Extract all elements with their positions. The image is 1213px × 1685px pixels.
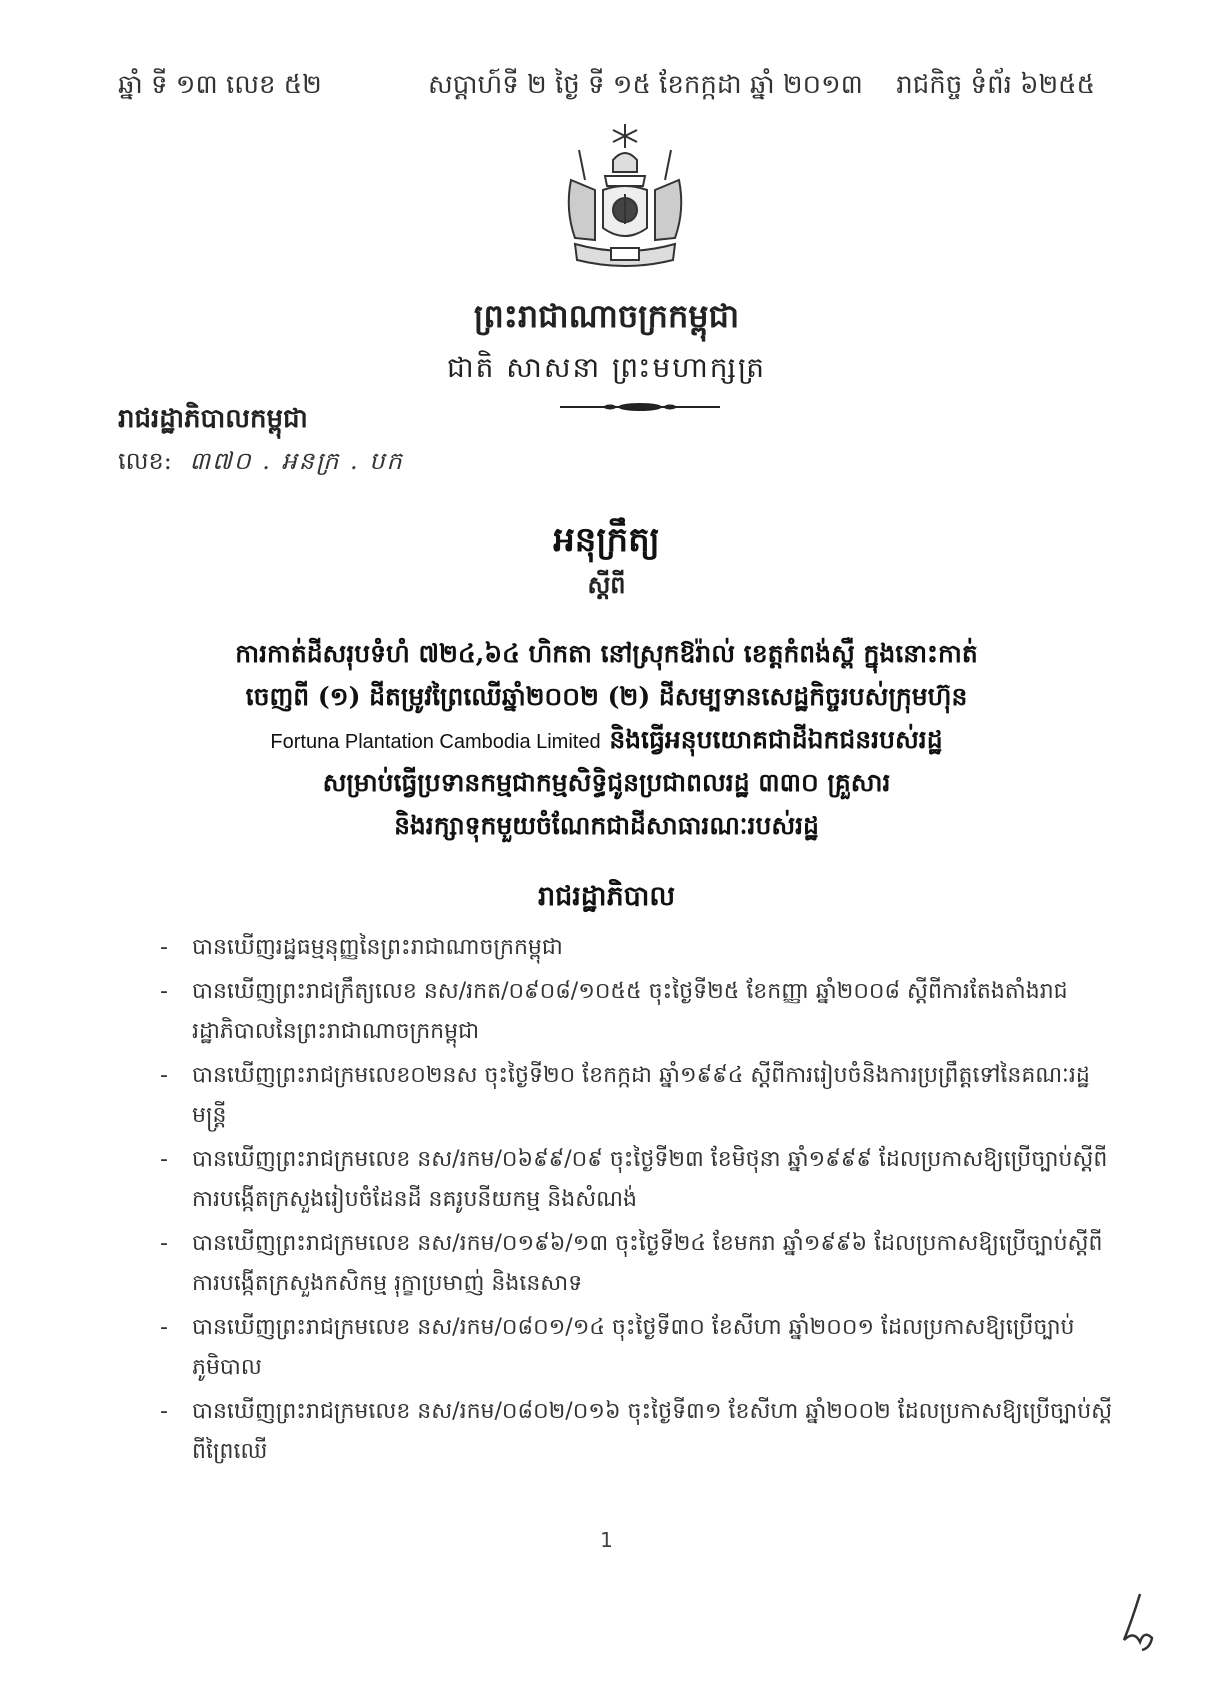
gazette-header [118,68,1095,108]
list-bullet: - [160,1399,168,1424]
list-item [160,1224,1120,1304]
list-item [160,1308,1120,1388]
list-item [160,972,1120,1052]
recital-text: បានឃើញរដ្ឋធម្មនុញ្ញនៃព្រះរាជាណាចក្រកម្ពុជា [192,935,563,960]
recital-text: បានឃើញព្រះរាជក្រមលេខ នស/រកម/០៨០១/១៤ ចុះថ្ងៃទី៣០ ខែសីហា ឆ្នាំ២០០១ ដែលប្រកាសឱ្យប្រើច្បាប់ភូមិបាល [192,1315,1075,1380]
list-bullet: - [160,979,168,1004]
royal-coat-of-arms-icon [555,120,695,280]
handwritten-initial-icon [1110,1590,1170,1660]
list-item [160,1056,1120,1136]
issuer-heading: រាជរដ្ឋាភិបាល [537,881,676,912]
title-line-1: ការកាត់ដីសរុបទំហំ ៧២៤,៦៤ ហិកតា នៅស្រុកឱរ៉ាល់ ខេត្តកំពង់ស្ពឺ ក្នុងនោះកាត់ [235,639,978,668]
list-item [160,928,1120,968]
list-item [160,1140,1120,1220]
document-type: អនុក្រឹត្យ [553,520,660,560]
reference-number: ៣៧០ . អនក្រ . បក [189,447,404,475]
title-line-3-rest: និងធ្វើអនុបយោគជាដីឯកជនរបស់រដ្ឋ [609,725,943,754]
kingdom-name: ព្រះរាជាណាចក្រកម្ពុជា [473,297,740,335]
page-number: 1 [600,1528,613,1552]
list-bullet: - [160,1147,168,1172]
national-motto: ជាតិ សាសនា ព្រះមហាក្សត្រ [446,351,767,384]
list-bullet: - [160,935,168,960]
list-bullet: - [160,1063,168,1088]
gazette-page: រាជកិច្ច ទំព័រ ៦២៥៥ [896,70,1095,100]
title-line-5: និងរក្សាទុកមួយចំណែកជាដីសាធារណៈរបស់រដ្ឋ [394,811,819,840]
reference-number-line [118,446,404,481]
recital-text: បានឃើញព្រះរាជក្រមលេខ នស/រកម/០១៩៦/១៣ ចុះថ្ងៃទី២៤ ខែមករា ឆ្នាំ១៩៩៦ ដែលប្រកាសឱ្យប្រើច្បាប់ស្ដីពីការបង្កើតក្រសួងកសិកម្ម រុក្ខាប្រមាញ់ និងនេសាទ [192,1231,1103,1296]
recital-text: បានឃើញព្រះរាជក្រមលេខ នស/រកម/០៨០២/០១៦ ចុះថ្ងៃទី៣១ ខែសីហា ឆ្នាំ២០០២ ដែលប្រកាសឱ្យប្រើច្បាប់ស្ដីពីព្រៃឈើ [192,1399,1113,1464]
year-issue: ឆ្នាំ ទី ១៣ លេខ ៥២ [118,70,322,100]
recital-text: បានឃើញព្រះរាជក្រមលេខ នស/រកម/០៦៩៩/០៩ ចុះថ្ងៃទី២៣ ខែមិថុនា ឆ្នាំ១៩៩៩ ដែលប្រកាសឱ្យប្រើច្បាប់ស្ដីពីការបង្កើតក្រសួងរៀបចំដែនដី នគរូបនីយកម្ម និងសំណង់ [192,1147,1108,1212]
company-name: Fortuna Plantation Cambodia Limited [270,731,601,753]
decree-title [150,632,1063,847]
title-line-3 [150,718,1063,761]
list-bullet: - [160,1315,168,1340]
ornament-divider-icon [560,400,720,414]
title-line-2: ចេញពី (១) ដីតម្រូវព្រៃឈើឆ្នាំ២០០២ (២) ដីសម្បទានសេដ្ឋកិច្ចរបស់ក្រុមហ៊ុន [245,682,968,711]
recital-text: បានឃើញព្រះរាជក្រមលេខ០២នស ចុះថ្ងៃទី២០ ខែកក្កដា ឆ្នាំ១៩៩៤ ស្ដីពីការរៀបចំនិងការប្រព្រឹត្តទៅនៃគណៈរដ្ឋមន្ត្រី [192,1063,1090,1128]
recital-text: បានឃើញព្រះរាជក្រឹត្យលេខ នស/រកត/០៩០៨/១០៥៥ ចុះថ្ងៃទី២៥ ខែកញ្ញា ឆ្នាំ២០០៨ ស្ដីពីការតែងតាំងរាជរដ្ឋាភិបាលនៃព្រះរាជាណាចក្រកម្ពុជា [192,979,1068,1044]
title-line-4: សម្រាប់ធ្វើប្រទានកម្មជាកម្មសិទ្ធិជូនប្រជាពលរដ្ឋ ៣៣០ គ្រួសារ [322,768,891,797]
about-label: ស្ដីពី [587,570,626,599]
list-item [160,1392,1120,1472]
issuing-government: រាជរដ្ឋាភិបាលកម្ពុជា [118,404,308,434]
gazette-date: សប្ដាហ៍ទី ២ ថ្ងៃ ទី ១៥ ខែកក្កដា ឆ្នាំ ២០១៣ [428,70,863,100]
reference-label: លេខ: [118,447,172,475]
recitals-list [160,928,1120,1476]
list-bullet: - [160,1231,168,1256]
